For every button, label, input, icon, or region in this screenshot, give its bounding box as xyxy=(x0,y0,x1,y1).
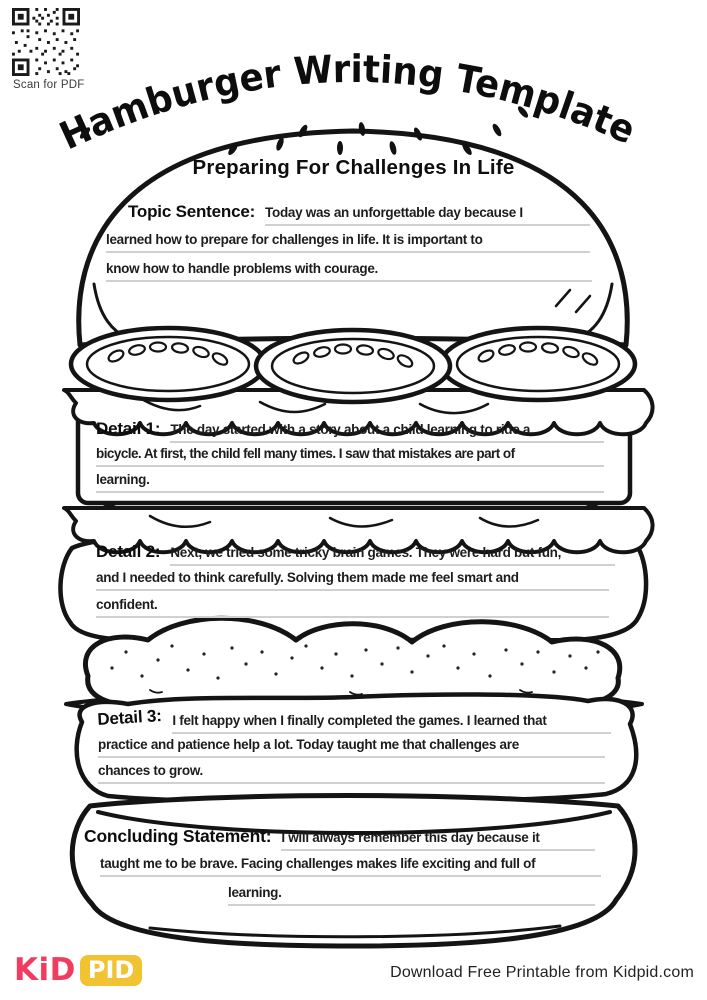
detail3-line-3-row xyxy=(98,763,605,784)
detail1-row xyxy=(96,419,604,443)
detail2-line-2-row xyxy=(96,570,609,591)
topic-sentence-row xyxy=(128,202,590,226)
footer-note: Download Free Printable from Kidpid.com xyxy=(390,964,694,981)
essay-title: Preparing For Challenges In Life xyxy=(192,156,515,179)
detail2-row xyxy=(96,542,615,566)
kidpid-logo-pid: PID xyxy=(80,955,142,986)
conclusion-line-2-row xyxy=(100,856,601,877)
detail3-label: Detail 3: xyxy=(96,706,163,730)
detail1-line-1: The day started with a story about a child learning to ride a xyxy=(170,422,604,443)
detail3-row xyxy=(96,706,611,734)
detail1-line-2-row xyxy=(96,446,604,467)
detail3-line-1: I felt happy when I finally completed the games. I learned that xyxy=(172,713,611,734)
topic-sentence-label: Topic Sentence: xyxy=(128,202,256,221)
conclusion-label: Concluding Statement: xyxy=(84,826,272,846)
conclusion-line-3-row xyxy=(228,885,595,906)
topic-sentence-line-2-row xyxy=(106,232,590,253)
topic-sentence-line-3-row xyxy=(106,261,592,282)
conclusion-line-2: taught me to be brave. Facing challenges makes life exciting and full of xyxy=(100,856,536,871)
detail1-line-3: learning. xyxy=(96,472,150,487)
conclusion-line-1: I will always remember this day because it xyxy=(281,830,595,851)
qr-caption: Scan for PDF xyxy=(13,79,85,91)
tomato-slices xyxy=(71,328,635,402)
topic-sentence-line-1: Today was an unforgettable day because I xyxy=(265,205,590,226)
topic-sentence-line-2: learned how to prepare for challenges in life. It is important to xyxy=(106,232,483,247)
detail1-line-3-row xyxy=(96,472,604,493)
topic-sentence-line-3: know how to handle problems with courage. xyxy=(106,261,378,276)
detail2-line-3-row xyxy=(96,597,609,618)
detail2-label: Detail 2: xyxy=(96,542,161,561)
detail3-line-2-row xyxy=(98,737,605,758)
detail1-line-2: bicycle. At first, the child fell many times. I saw that mistakes are part of xyxy=(96,446,515,461)
page-title: Hamburger Writing Template xyxy=(53,46,644,159)
detail2-line-1: Next, we tried some tricky brain games. They were hard but fun, xyxy=(170,545,615,566)
detail3-line-2: practice and patience help a lot. Today taught me that challenges are xyxy=(98,737,519,752)
detail2-line-3: confident. xyxy=(96,597,158,612)
detail2-line-2: and I needed to think carefully. Solving them made me feel smart and xyxy=(96,570,519,585)
kidpid-logo xyxy=(14,952,142,988)
detail1-label: Detail 1: xyxy=(96,419,161,438)
kidpid-logo-kid: KiD xyxy=(14,952,76,988)
detail3-line-3: chances to grow. xyxy=(98,763,203,778)
conclusion-line-3: learning. xyxy=(228,885,282,900)
conclusion-row xyxy=(84,826,595,851)
